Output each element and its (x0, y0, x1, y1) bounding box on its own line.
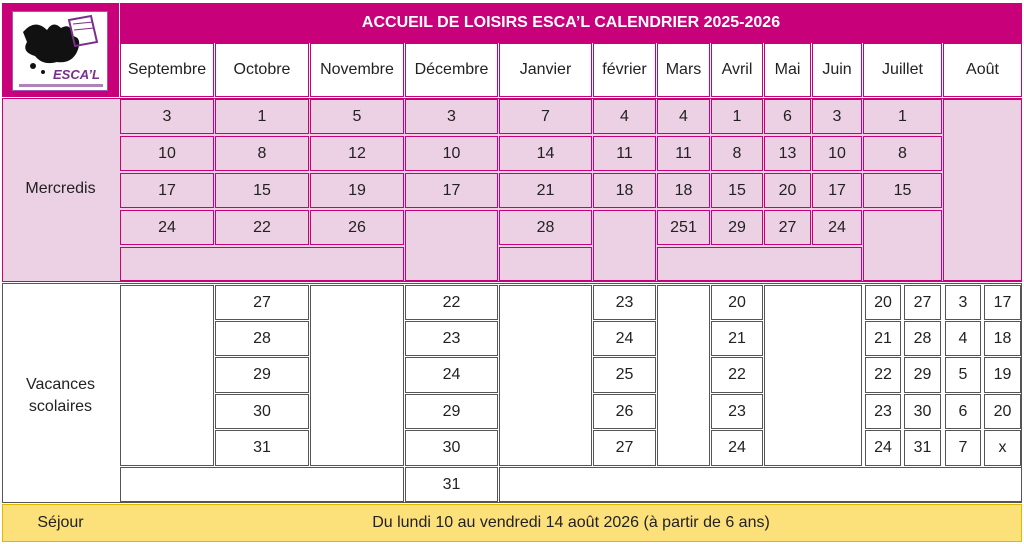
vacances-cell: 27 (904, 285, 941, 320)
mercredi-cell: 24 (812, 210, 862, 245)
vacances-cell: 17 (984, 285, 1021, 320)
mercredi-cell: 15 (863, 173, 942, 208)
month-header-juin: Juin (812, 43, 862, 97)
logo-frame (2, 3, 119, 97)
vacances-cell: 30 (904, 394, 941, 429)
row-label-vacances: Vacances scolaires (25, 376, 96, 415)
mercredi-cell: 4 (657, 99, 710, 134)
mercredi-cell: 8 (863, 136, 942, 171)
month-header-avril: Avril (711, 43, 763, 97)
empty-cell (310, 285, 404, 466)
mercredi-cell: 4 (593, 99, 656, 134)
empty-cell (863, 210, 942, 281)
mercredi-cell: 22 (215, 210, 309, 245)
vacances-cell: 23 (593, 285, 656, 320)
vacances-cell: 30 (405, 430, 498, 466)
mercredi-cell: 10 (120, 136, 214, 171)
month-header-fevrier: février (593, 43, 656, 97)
mercredi-cell: 20 (764, 173, 811, 208)
vacances-cell: 20 (984, 394, 1021, 429)
vacances-cell: 21 (865, 321, 901, 356)
mercredi-cell: 14 (499, 136, 592, 171)
logo-underline (19, 84, 103, 87)
vacances-cell: 28 (215, 321, 309, 356)
vacances-cell: 28 (904, 321, 941, 356)
mercredi-cell: 17 (812, 173, 862, 208)
mercredi-cell: 11 (657, 136, 710, 171)
row-label-sejour: Séjour (37, 514, 84, 531)
mercredi-cell: 17 (120, 173, 214, 208)
mercredi-cell: 3 (120, 99, 214, 134)
vacances-cell: 22 (405, 285, 498, 320)
mercredi-cell: 3 (812, 99, 862, 134)
empty-cell (405, 210, 498, 281)
mercredi-cell: 6 (764, 99, 811, 134)
mercredi-cell: 10 (405, 136, 498, 171)
vacances-cell: 3 (945, 285, 981, 320)
vacances-cell: x (984, 430, 1021, 466)
empty-cell (593, 210, 656, 281)
vacances-cell: 31 (904, 430, 941, 466)
mercredi-cell: 15 (215, 173, 309, 208)
vacances-cell: 24 (711, 430, 763, 466)
mercredi-cell: 11 (593, 136, 656, 171)
vacances-cell: 22 (865, 357, 901, 393)
mercredi-cell: 8 (215, 136, 309, 171)
vacances-cell: 19 (984, 357, 1021, 393)
mercredi-cell: 7 (499, 99, 592, 134)
vacances-cell: 27 (593, 430, 656, 466)
empty-cell (120, 247, 404, 281)
vacances-cell: 24 (865, 430, 901, 466)
month-header-mars: Mars (657, 43, 710, 97)
vacances-cell: 5 (945, 357, 981, 393)
month-header-janvier: Janvier (499, 43, 592, 97)
mercredi-cell: 21 (499, 173, 592, 208)
vacances-cell: 7 (945, 430, 981, 466)
mercredi-cell: 1 (863, 99, 942, 134)
empty-cell (120, 467, 404, 502)
vacances-cell: 20 (711, 285, 763, 320)
empty-cell (499, 285, 592, 466)
vacances-cell: 23 (711, 394, 763, 429)
empty-cell (499, 247, 592, 281)
vacances-cell: 25 (593, 357, 656, 393)
mercredi-cell: 28 (499, 210, 592, 245)
vacances-cell: 18 (984, 321, 1021, 356)
vacances-cell: 27 (215, 285, 309, 320)
mercredi-cell: 29 (711, 210, 763, 245)
empty-cell (764, 285, 862, 466)
mercredi-cell: 18 (593, 173, 656, 208)
vacances-cell: 24 (405, 357, 498, 393)
mercredi-cell: 15 (711, 173, 763, 208)
month-header-mai: Mai (764, 43, 811, 97)
month-header-octobre: Octobre (215, 43, 309, 97)
vacances-cell: 21 (711, 321, 763, 356)
sejour-text: Du lundi 10 au vendredi 14 août 2026 (à partir de 6 ans) (372, 514, 770, 531)
vacances-cell: 30 (215, 394, 309, 429)
mercredi-cell: 19 (310, 173, 404, 208)
month-header-septembre: Septembre (120, 43, 214, 97)
month-header-aout: Août (943, 43, 1022, 97)
vacances-cell: 23 (865, 394, 901, 429)
logo-text: ESCA’L (53, 67, 100, 82)
mercredi-cell: 17 (405, 173, 498, 208)
mercredi-cell: 12 (310, 136, 404, 171)
vacances-cell: 22 (711, 357, 763, 393)
mercredi-cell: 1 (215, 99, 309, 134)
mercredi-cell: 13 (764, 136, 811, 171)
month-header-juillet: Juillet (863, 43, 942, 97)
vacances-cell: 29 (904, 357, 941, 393)
mercredi-cell: 18 (657, 173, 710, 208)
mercredi-cell: 26 (310, 210, 404, 245)
vacances-cell: 26 (593, 394, 656, 429)
mercredi-cell: 27 (764, 210, 811, 245)
empty-cell (657, 285, 710, 466)
empty-cell (120, 285, 214, 466)
mercredi-cell: 1 (711, 99, 763, 134)
row-label-mercredis: Mercredis (25, 180, 96, 197)
vacances-cell: 23 (405, 321, 498, 356)
vacances-cell: 6 (945, 394, 981, 429)
vacances-cell: 31 (405, 467, 498, 502)
empty-cell (499, 467, 1022, 502)
mercredi-cell: 8 (711, 136, 763, 171)
empty-cell (657, 247, 862, 281)
page-title: ACCUEIL DE LOISIRS ESCA’L CALENDRIER 2025-2026 (120, 3, 1022, 43)
vacances-cell: 24 (593, 321, 656, 356)
escal-logo (12, 11, 108, 91)
mercredi-cell: 251 (657, 210, 710, 245)
empty-cell (943, 99, 1022, 281)
vacances-cell: 31 (215, 430, 309, 466)
vacances-cell: 20 (865, 285, 901, 320)
mercredi-cell: 24 (120, 210, 214, 245)
month-header-novembre: Novembre (310, 43, 404, 97)
mercredi-cell: 3 (405, 99, 498, 134)
vacances-cell: 4 (945, 321, 981, 356)
vacances-cell: 29 (405, 394, 498, 429)
vacances-cell: 29 (215, 357, 309, 393)
mercredi-cell: 10 (812, 136, 862, 171)
month-header-decembre: Décembre (405, 43, 498, 97)
mercredi-cell: 5 (310, 99, 404, 134)
